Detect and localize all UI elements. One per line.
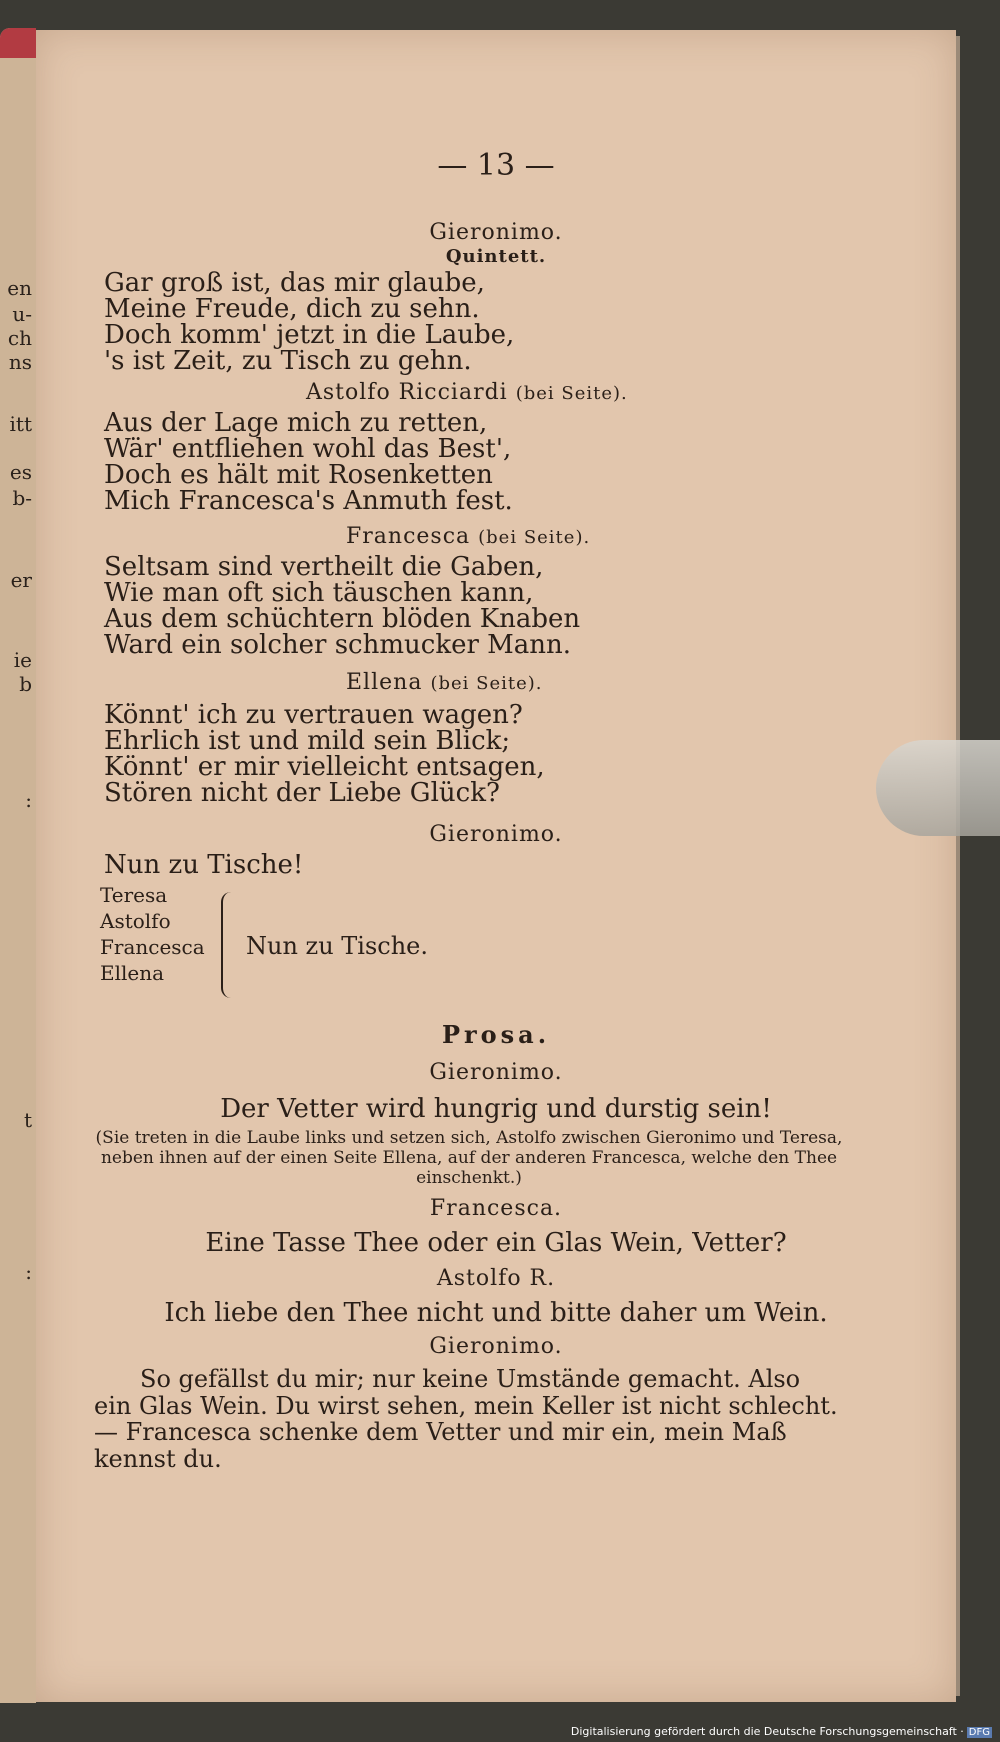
prose-paragraph	[94, 1366, 838, 1472]
speaker-label: Gieronimo.	[429, 1334, 563, 1359]
digitization-credit	[571, 1725, 992, 1738]
prose-line: So gefällst du mir; nur keine Umstände gemacht. Also	[140, 1365, 801, 1393]
speaker-name: Francesca	[346, 524, 471, 549]
stage-aside: (bei Seite).	[478, 527, 591, 548]
page-number: — 13 —	[437, 148, 555, 183]
verse-line: Doch komm' jetzt in die Laube,	[104, 320, 515, 350]
margin-fragment: b	[19, 672, 32, 696]
verse-line: Mich Francesca's Anmuth fest.	[104, 486, 513, 516]
verse-line: Ward ein solcher schmucker Mann.	[104, 630, 572, 660]
speaker-label: Gieronimo.	[429, 1060, 563, 1085]
margin-fragment: :	[25, 1260, 32, 1284]
margin-fragment: itt	[9, 412, 32, 436]
speaker-label: Gieronimo.	[429, 220, 563, 245]
margin-fragment: u-	[12, 302, 32, 326]
speaker-name: Astolfo Ricciardi	[306, 380, 508, 405]
margin-fragment: er	[10, 568, 32, 592]
group-name: Teresa	[100, 883, 168, 907]
margin-fragment: ie	[13, 648, 32, 672]
group-name: Francesca	[100, 935, 205, 959]
prose-line: Ich liebe den Thee nicht und bitte daher um Wein.	[164, 1298, 828, 1328]
margin-fragment: ch	[7, 326, 32, 350]
grouping-brace	[221, 892, 239, 998]
prose-line: ein Glas Wein. Du wirst sehen, mein Keller ist nicht schlecht.	[94, 1391, 838, 1420]
group-line: Nun zu Tische.	[246, 932, 429, 960]
section-label: Quintett.	[445, 246, 547, 267]
red-page-edge	[0, 28, 36, 58]
verse-line: Gar groß ist, das mir glaube,	[104, 268, 485, 298]
book-page	[36, 30, 956, 1702]
verse-line: Doch es hält mit Rosenketten	[104, 460, 493, 490]
margin-fragment: t	[23, 1108, 32, 1132]
margin-fragment: b-	[12, 486, 32, 510]
verse-line: 's ist Zeit, zu Tisch zu gehn.	[104, 346, 472, 376]
prose-line: Der Vetter wird hungrig und durstig sein!	[220, 1094, 772, 1124]
verse-line: Meine Freude, dich zu sehn.	[104, 294, 480, 324]
prose-line: Eine Tasse Thee oder ein Glas Wein, Vetter?	[205, 1228, 787, 1258]
speaker-label	[346, 670, 542, 695]
verse-line: Könnt' ich zu vertrauen wagen?	[104, 700, 523, 730]
stage-aside: (bei Seite).	[515, 383, 628, 404]
stage-direction: (Sie treten in die Laube links und setzen sich, Astolfo zwischen Gieronimo und Teresa, neben ihnen auf der einen Seite Ellena, auf der anderen Francesca, welche den Thee einschenkt.)	[95, 1128, 843, 1188]
bookmark-tab	[876, 740, 1000, 836]
verse-line: Wie man oft sich täuschen kann,	[104, 578, 534, 608]
stage-aside: (bei Seite).	[430, 673, 543, 694]
section-heading: Prosa.	[441, 1020, 551, 1049]
margin-fragment: ns	[8, 350, 32, 374]
verse-line: Aus der Lage mich zu retten,	[104, 408, 488, 438]
verse-line: Seltsam sind vertheilt die Gaben,	[104, 552, 544, 582]
margin-fragment: en	[7, 276, 32, 300]
margin-fragment: :	[25, 788, 32, 812]
speaker-label: Francesca.	[429, 1196, 563, 1221]
prose-line: kennst du.	[94, 1444, 222, 1473]
group-name: Ellena	[100, 961, 165, 985]
verse-line: Nun zu Tische!	[104, 850, 304, 880]
speaker-label	[306, 380, 628, 405]
group-name: Astolfo	[100, 909, 171, 933]
dfg-logo: DFG	[968, 1727, 990, 1738]
verse-line: Stören nicht der Liebe Glück?	[104, 778, 500, 808]
verse-line: Könnt' er mir vielleicht entsagen,	[104, 752, 545, 782]
prose-line: — Francesca schenke dem Vetter und mir ein, mein Maß	[94, 1418, 787, 1446]
verse-line: Aus dem schüchtern blöden Knaben	[104, 604, 581, 634]
speaker-label: Astolfo R.	[436, 1266, 556, 1291]
speaker-name: Ellena	[346, 670, 423, 695]
verse-line: Wär' entfliehen wohl das Best',	[104, 434, 512, 464]
verse-line: Ehrlich ist und mild sein Blick;	[104, 726, 511, 756]
speaker-group	[100, 882, 205, 986]
left-facing-page	[0, 28, 36, 1703]
credit-text: Digitalisierung gefördert durch die Deutsche Forschungsgemeinschaft ·	[570, 1725, 964, 1738]
margin-fragment: es	[9, 460, 32, 484]
speaker-label: Gieronimo.	[429, 822, 563, 847]
speaker-label	[346, 524, 590, 549]
